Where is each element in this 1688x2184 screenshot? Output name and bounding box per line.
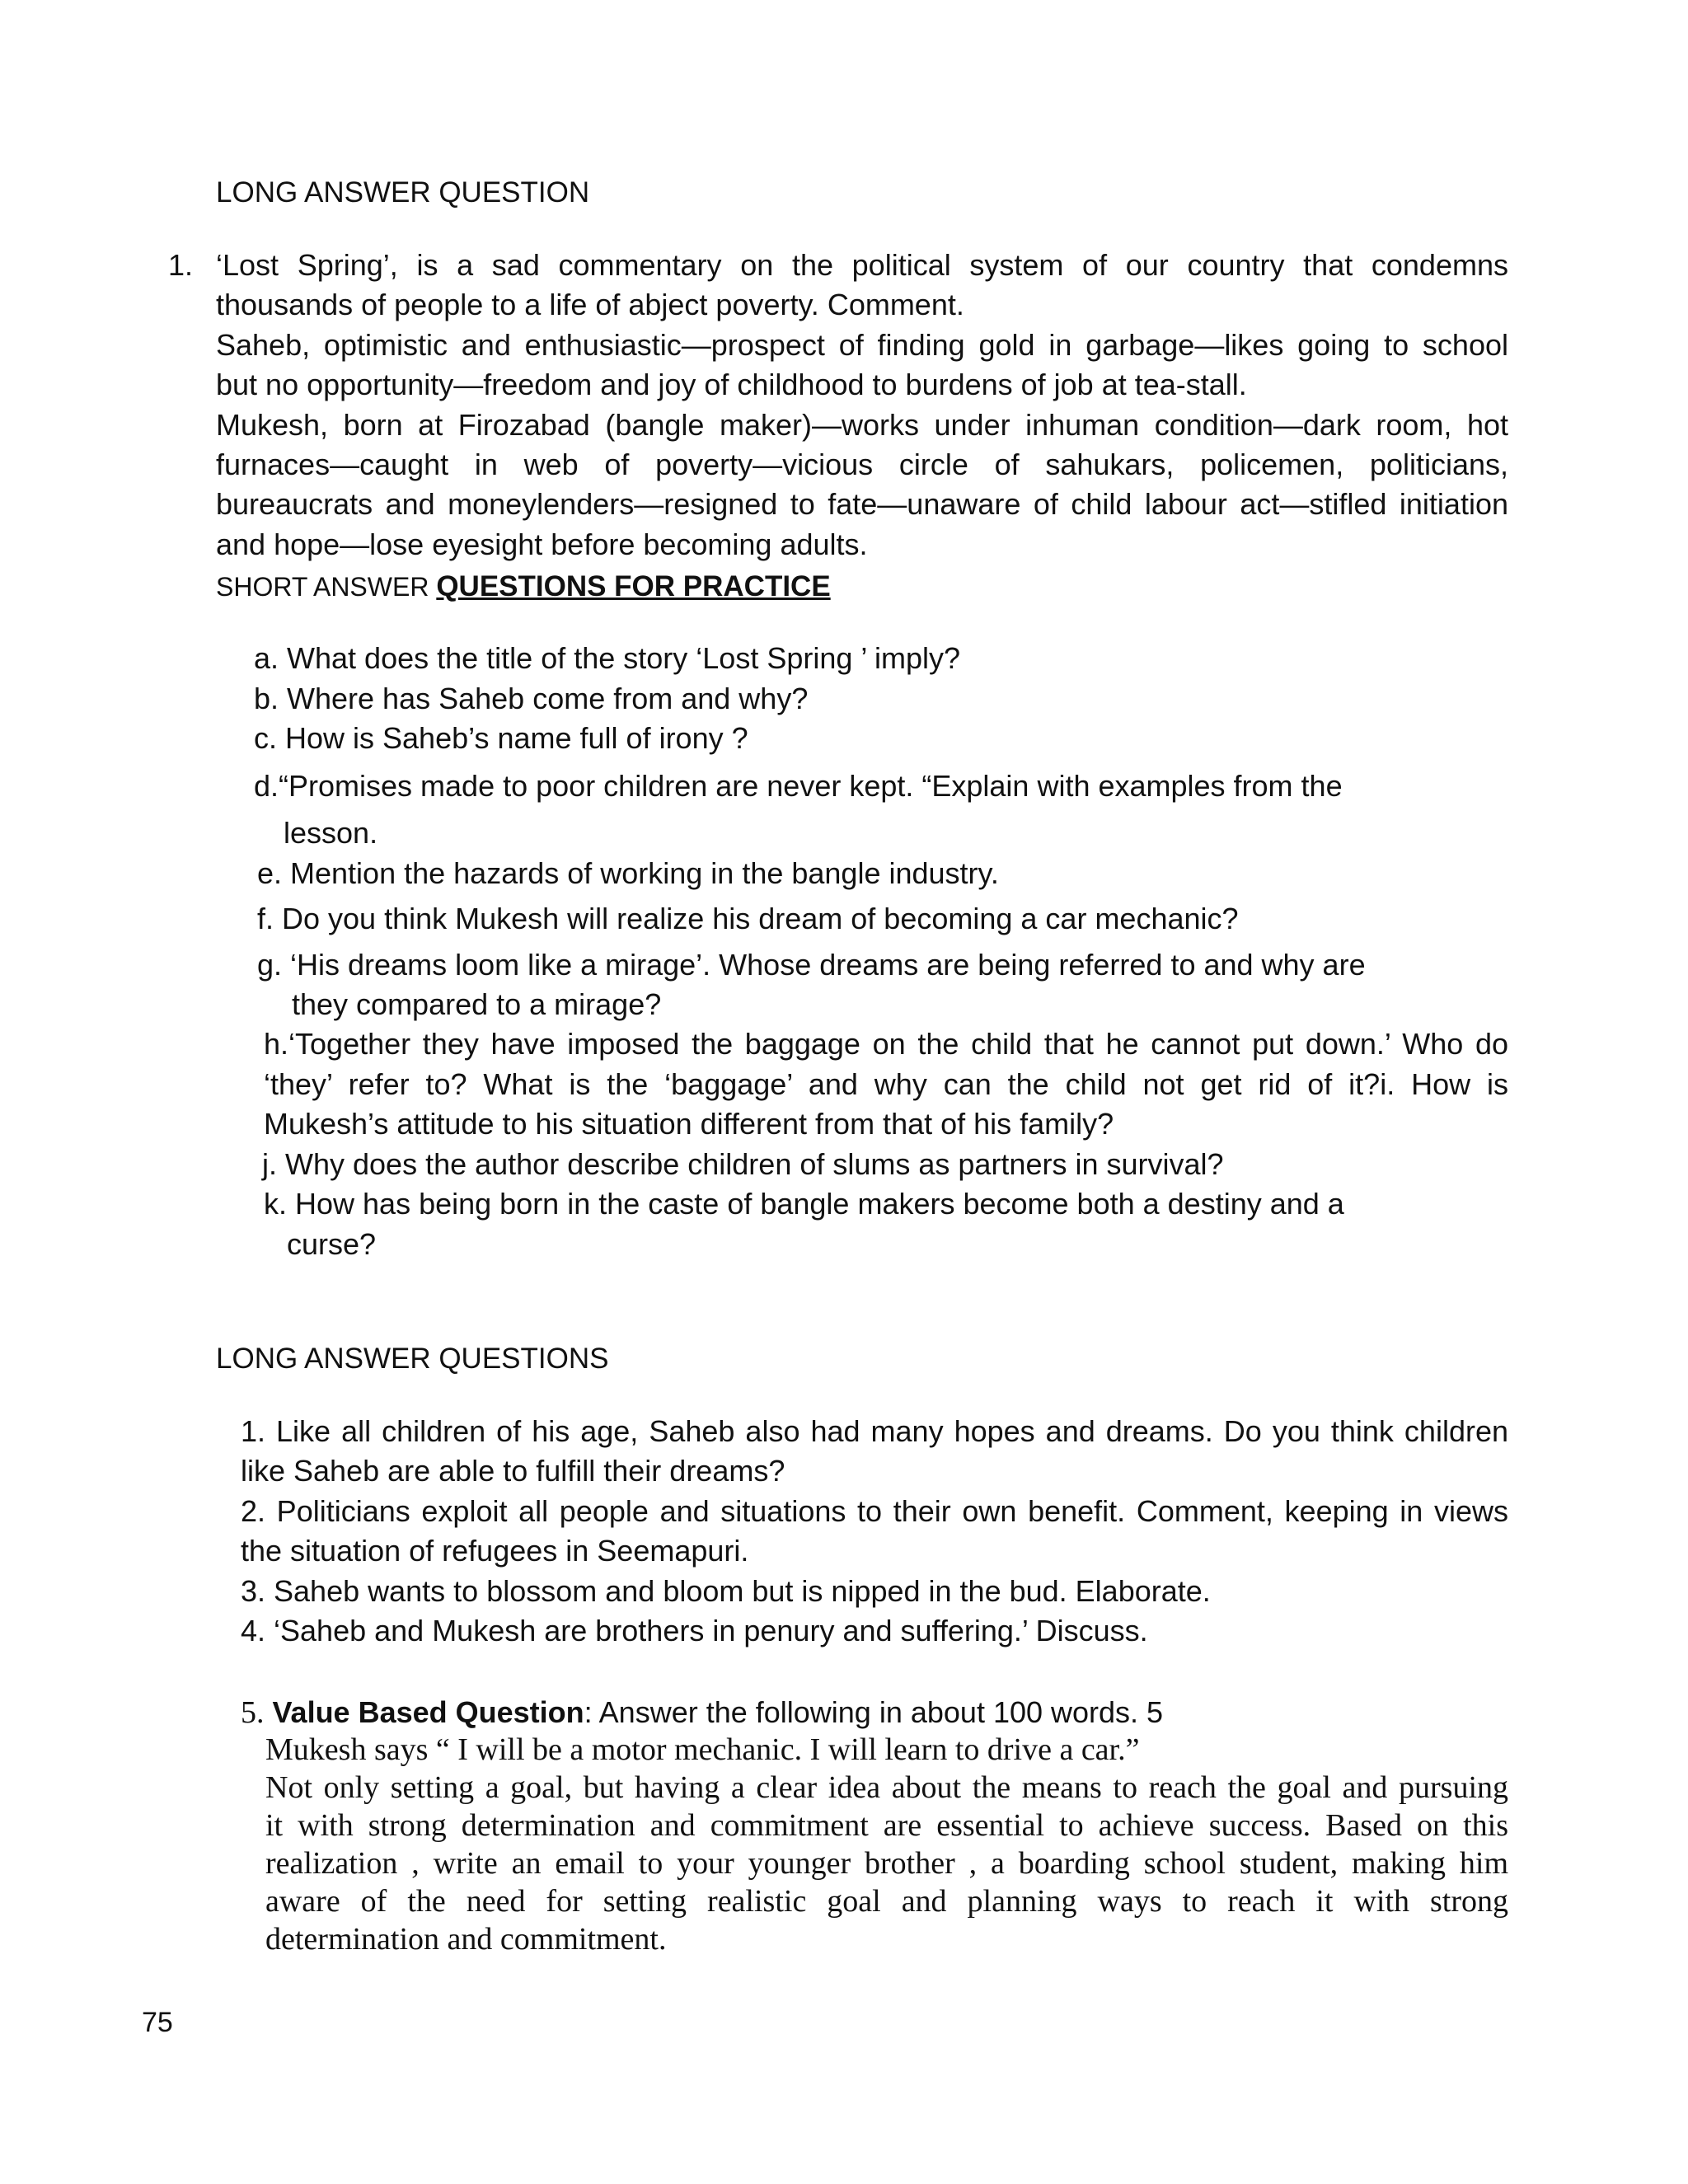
- practice-question: c. How is Saheb’s name full of irony ?: [254, 721, 748, 755]
- long-question: 3. Saheb wants to blossom and bloom but is nipped in the bud. Elaborate.: [241, 1574, 1211, 1608]
- page-number: 75: [142, 2007, 173, 2038]
- practice-question: h.‘Together they have imposed the baggage on the child that he cannot put down.’ Who do: [264, 1027, 1508, 1061]
- value-question-label: Value Based Question: [272, 1695, 584, 1729]
- practice-question-continued: Mukesh’s attitude to his situation different from that of his family?: [264, 1107, 1114, 1141]
- practice-question-continued: lesson.: [284, 816, 378, 850]
- answer-line: Mukesh, born at Firozabad (bangle maker)—works under inhuman condition—dark room, hot: [216, 408, 1508, 442]
- practice-question: f. Do you think Mukesh will realize his dream of becoming a car mechanic?: [257, 902, 1239, 935]
- practice-question: g. ‘His dreams loom like a mirage’. Whose dreams are being referred to and why are: [257, 948, 1366, 982]
- practice-question: b. Where has Saheb come from and why?: [254, 682, 809, 715]
- long-question: 2. Politicians exploit all people and situations to their own benefit. Comment, keeping in views: [241, 1494, 1508, 1528]
- answer-line: bureaucrats and moneylenders—resigned to fate—unaware of child labour act—stifled initiation: [216, 487, 1508, 521]
- heading-prefix: SHORT ANSWER: [216, 572, 437, 602]
- value-question-text: determination and commitment.: [265, 1922, 667, 1957]
- question-text-line: ‘Lost Spring’, is a sad commentary on the political system of our country that condemns: [216, 248, 1508, 282]
- value-question-instruction: : Answer the following in about 100 words. 5: [584, 1695, 1164, 1729]
- value-question-text: realization , write an email to your younger brother , a boarding school student, making him: [265, 1846, 1508, 1881]
- long-question-continued: like Saheb are able to fulfill their dreams?: [241, 1454, 785, 1488]
- practice-question: ‘they’ refer to? What is the ‘baggage’ and why can the child not get rid of it?i. How is: [264, 1067, 1508, 1101]
- answer-line: Saheb, optimistic and enthusiastic—prospect of finding gold in garbage—likes going to school: [216, 328, 1508, 362]
- section-heading-long-answer-questions: LONG ANSWER QUESTIONS: [216, 1343, 609, 1375]
- answer-line: but no opportunity—freedom and joy of childhood to burdens of job at tea-stall.: [216, 368, 1247, 401]
- practice-question: j. Why does the author describe children of slums as partners in survival?: [262, 1147, 1224, 1181]
- question-number: 1.: [168, 248, 194, 282]
- practice-question: e. Mention the hazards of working in the bangle industry.: [257, 856, 999, 890]
- long-question-continued: the situation of refugees in Seemapuri.: [241, 1534, 749, 1568]
- long-question: 4. ‘Saheb and Mukesh are brothers in penury and suffering.’ Discuss.: [241, 1614, 1148, 1647]
- value-question-number: 5.: [241, 1695, 265, 1730]
- value-based-question-heading: [241, 1693, 1163, 1732]
- question-text-line: thousands of people to a life of abject poverty. Comment.: [216, 288, 964, 321]
- practice-question: k. How has being born in the caste of bangle makers become both a destiny and a: [264, 1187, 1344, 1221]
- value-question-text: it with strong determination and commitment are essential to achieve success. Based on this: [265, 1808, 1508, 1843]
- section-heading-long-answer: LONG ANSWER QUESTION: [216, 176, 590, 209]
- value-question-text: Mukesh says “ I will be a motor mechanic. I will learn to drive a car.”: [265, 1732, 1140, 1767]
- answer-line: furnaces—caught in web of poverty—vicious circle of sahukars, policemen, politicians,: [216, 448, 1508, 481]
- practice-question: a. What does the title of the story ‘Lost Spring ’ imply?: [254, 641, 961, 675]
- heading-emphasis: QUESTIONS FOR PRACTICE: [436, 570, 831, 602]
- answer-line: and hope—lose eyesight before becoming adults.: [216, 527, 868, 561]
- long-question: 1. Like all children of his age, Saheb also had many hopes and dreams. Do you think children: [241, 1414, 1508, 1448]
- practice-question: d.“Promises made to poor children are never kept. “Explain with examples from the: [254, 769, 1343, 803]
- value-question-text: Not only setting a goal, but having a clear idea about the means to reach the goal and pursuing: [265, 1770, 1508, 1805]
- section-heading-short-answer: [216, 566, 831, 607]
- value-question-text: aware of the need for setting realistic goal and planning ways to reach it with strong: [265, 1884, 1508, 1919]
- practice-question-continued: they compared to a mirage?: [292, 987, 662, 1021]
- practice-question-continued: curse?: [287, 1227, 377, 1261]
